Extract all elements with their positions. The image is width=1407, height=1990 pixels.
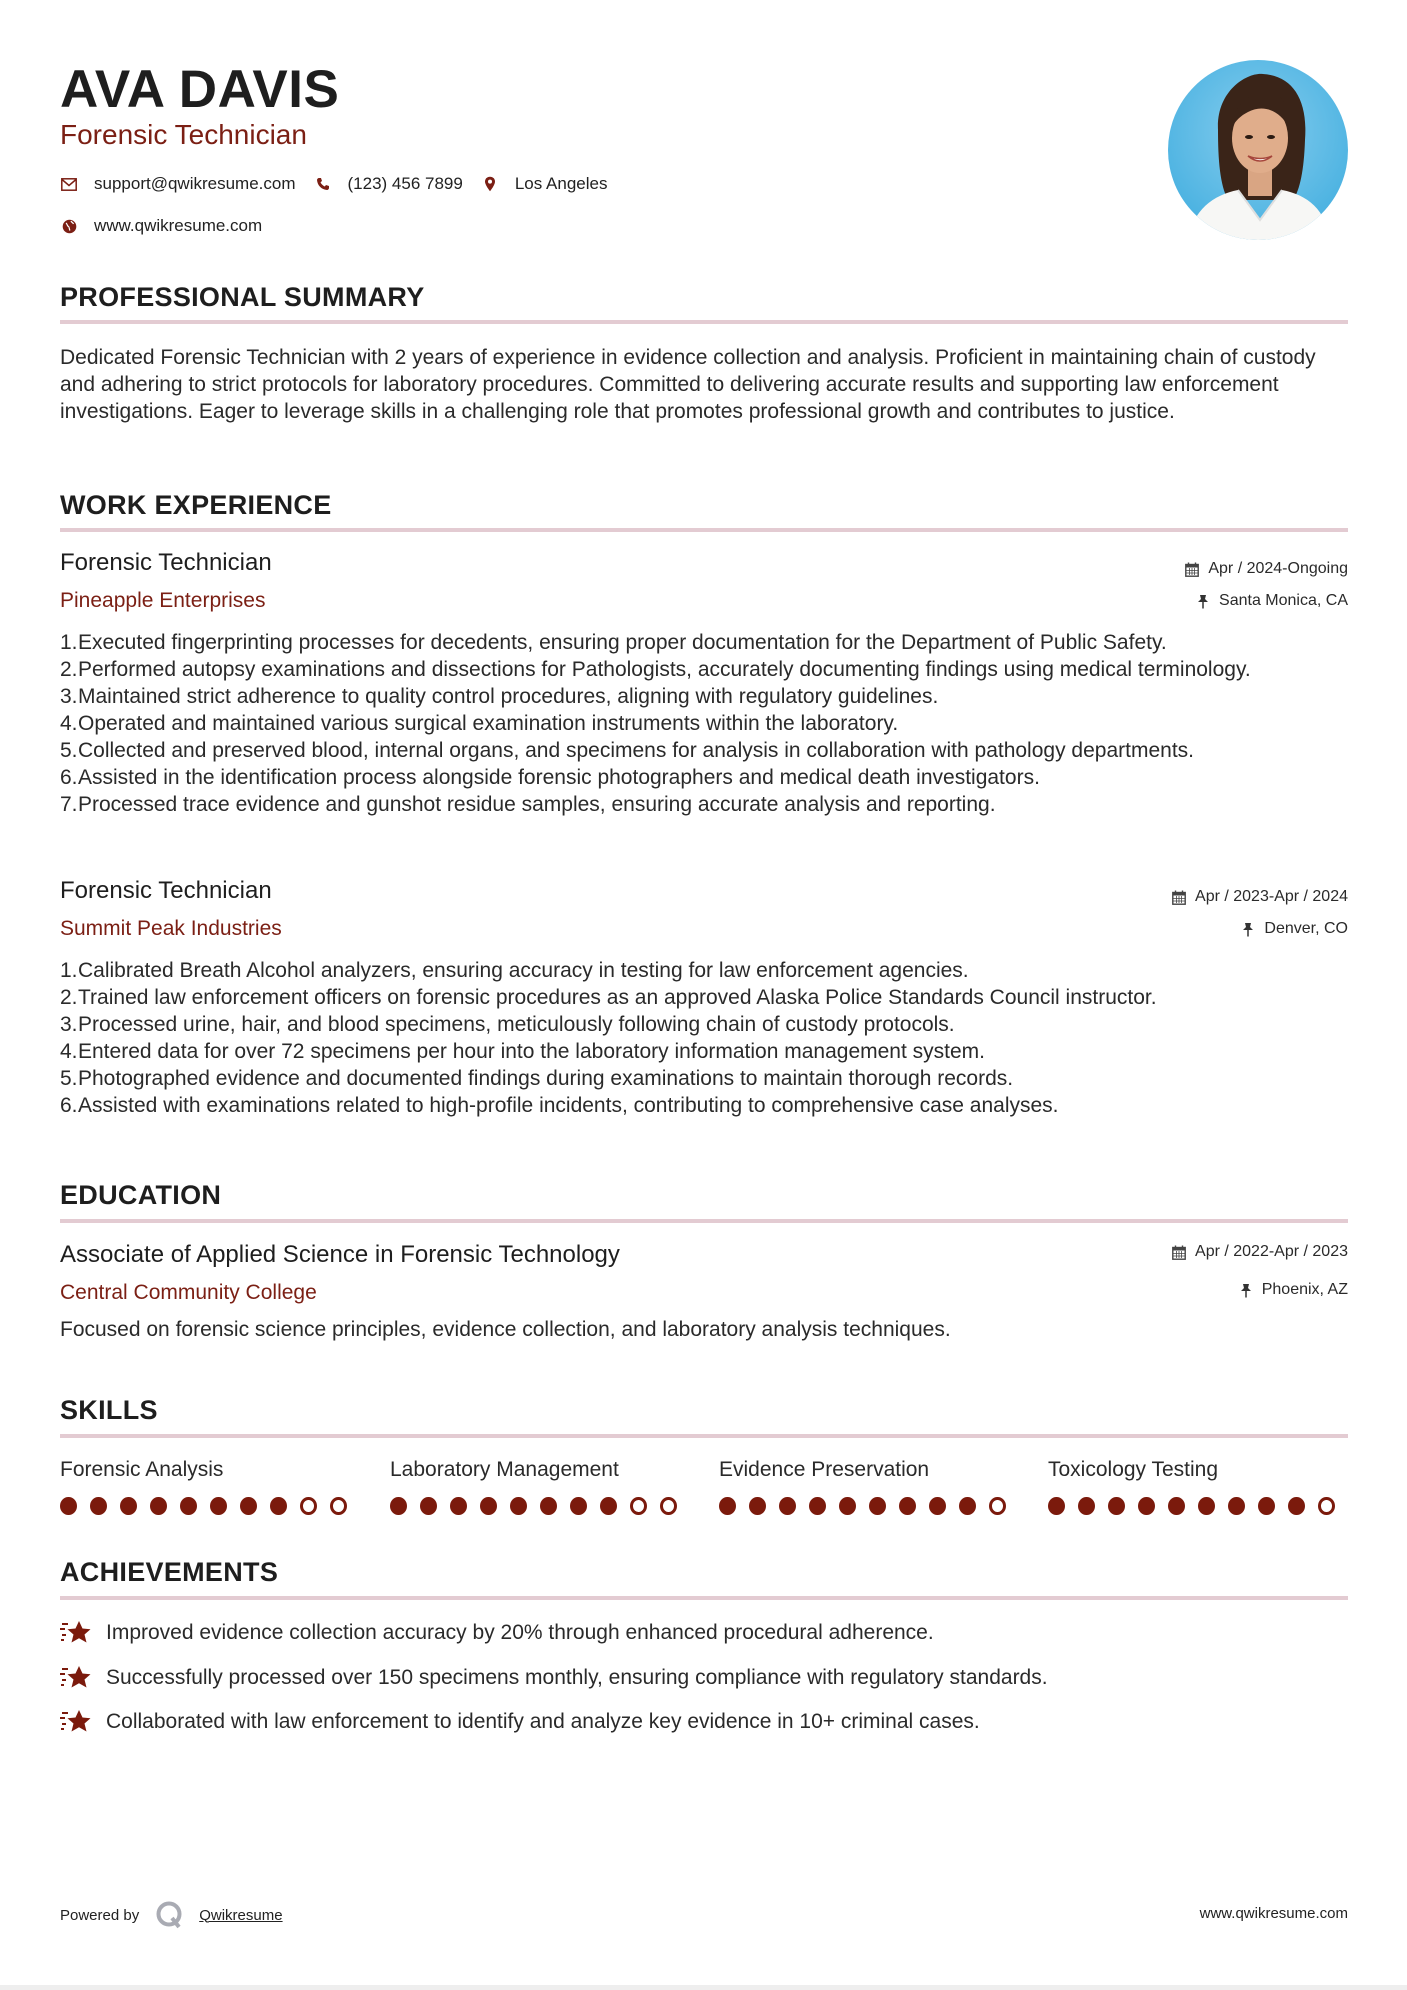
bullet-item: 3. Processed urine, hair, and blood specimens, meticulously following chain of custody protocols.: [60, 1013, 955, 1036]
skill-item: [719, 1457, 1019, 1515]
rating-dot-filled: [180, 1497, 197, 1515]
rating-dot-filled: [1228, 1497, 1245, 1515]
contact-email[interactable]: support@qwikresume.com: [94, 174, 296, 193]
rating-dot-filled: [540, 1497, 557, 1515]
rating-dot-filled: [1198, 1497, 1215, 1515]
rating-dot-filled: [120, 1497, 137, 1515]
rating-dot-filled: [809, 1497, 826, 1515]
bullet-item: 2. Performed autopsy examinations and dissections for Pathologists, accurately documenting findings using medical terminology.: [60, 658, 1251, 681]
rating-dot-filled: [749, 1497, 766, 1515]
job-location: [1240, 918, 1348, 940]
job-dates-text: Apr / 2023-Apr / 2024: [1195, 888, 1348, 905]
job-dates-text: Apr / 2024-Ongoing: [1208, 560, 1348, 577]
envelope-icon: [60, 175, 78, 193]
skill-label: Toxicology Testing: [1048, 1458, 1219, 1481]
skill-label: Evidence Preservation: [719, 1458, 930, 1481]
bullet-item: 4. Operated and maintained various surgical examination instruments within the laboratory.: [60, 712, 899, 735]
phone-icon: [314, 175, 332, 193]
section-heading-skills: SKILLS: [60, 1395, 158, 1425]
rating-dot-filled: [210, 1497, 227, 1515]
rating-dot-filled: [899, 1497, 916, 1515]
rating-dot-filled: [719, 1497, 736, 1515]
achievement-item: [60, 1707, 980, 1735]
section-heading-achievements: ACHIEVEMENTS: [60, 1557, 279, 1587]
rating-dot-filled: [570, 1497, 587, 1515]
rating-dot-filled: [150, 1497, 167, 1515]
rating-dot-empty: [1318, 1497, 1335, 1515]
rating-dot-filled: [450, 1497, 467, 1515]
rating-dot-empty: [330, 1497, 347, 1515]
rating-dot-filled: [929, 1497, 946, 1515]
job-bullets: [60, 957, 1360, 1119]
company-name: Summit Peak Industries: [60, 917, 282, 940]
contact-row-2: [60, 215, 282, 237]
bullet-item: 5. Photographed evidence and documented findings during examinations to maintain thorough records.: [60, 1067, 1014, 1090]
achievement-text: Collaborated with law enforcement to identify and analyze key evidence in 10+ criminal cases.: [106, 1709, 980, 1733]
rating-dot-filled: [839, 1497, 856, 1515]
bullet-item: 2. Trained law enforcement officers on forensic procedures as an approved Alaska Police Standards Council instructor.: [60, 986, 1157, 1009]
job-dates: [1184, 558, 1348, 580]
achievement-star-icon: [60, 1663, 92, 1691]
section-divider: [60, 1434, 1348, 1438]
bullet-item: 1. Calibrated Breath Alcohol analyzers, ensuring accuracy in testing for law enforcement agencies.: [60, 959, 969, 982]
pushpin-icon: [1195, 593, 1211, 609]
skill-item: [390, 1457, 690, 1515]
contact-location: Los Angeles: [514, 174, 608, 193]
powered-by-label: Powered by: [60, 1906, 140, 1924]
pushpin-icon: [1240, 921, 1256, 937]
rating-dot-filled: [1078, 1497, 1095, 1515]
bullet-item: 6. Assisted in the identification process alongside forensic photographers and medical death investigators.: [60, 766, 1040, 789]
achievement-text: Improved evidence collection accuracy by 20% through enhanced procedural adherence.: [106, 1620, 934, 1644]
rating-dot-filled: [1048, 1497, 1065, 1515]
education-description: Focused on forensic science principles, evidence collection, and laboratory analysis techniques.: [60, 1318, 951, 1341]
skill-label: Laboratory Management: [390, 1458, 619, 1481]
section-heading-education: EDUCATION: [60, 1180, 222, 1210]
rating-dot-filled: [60, 1497, 77, 1515]
school-name: Central Community College: [60, 1281, 317, 1304]
rating-dot-filled: [390, 1497, 407, 1515]
degree-title: Associate of Applied Science in Forensic Technology: [60, 1241, 620, 1268]
qwikresume-logo-icon: [155, 1900, 185, 1930]
footer-powered-by: [60, 1900, 283, 1930]
candidate-role: Forensic Technician: [60, 119, 307, 150]
skill-label: Forensic Analysis: [60, 1458, 224, 1481]
achievement-star-icon: [60, 1707, 92, 1735]
rating-dot-filled: [779, 1497, 796, 1515]
bullet-item: 5. Collected and preserved blood, internal organs, and specimens for analysis in collaboration with pathology departments.: [60, 739, 1194, 762]
rating-dot-filled: [869, 1497, 886, 1515]
achievement-text: Successfully processed over 150 specimens monthly, ensuring compliance with regulatory standards.: [106, 1665, 1048, 1689]
bullet-item: 4. Entered data for over 72 specimens per hour into the laboratory information management system.: [60, 1040, 985, 1063]
rating-dot-filled: [420, 1497, 437, 1515]
skill-rating: [390, 1497, 690, 1515]
skill-item: [1048, 1457, 1348, 1515]
rating-dot-filled: [270, 1497, 287, 1515]
skill-rating: [719, 1497, 1019, 1515]
bullet-item: 3. Maintained strict adherence to quality control procedures, aligning with regulatory guidelines.: [60, 685, 939, 708]
education-dates: [1171, 1241, 1348, 1263]
achievement-star-icon: [60, 1618, 92, 1646]
rating-dot-filled: [1138, 1497, 1155, 1515]
contact-website[interactable]: www.qwikresume.com: [94, 216, 263, 235]
rating-dot-filled: [1288, 1497, 1305, 1515]
bullet-item: 6. Assisted with examinations related to high-profile incidents, contributing to comprehensive case analyses.: [60, 1094, 1059, 1117]
rating-dot-filled: [600, 1497, 617, 1515]
profile-photo: [1168, 60, 1348, 240]
rating-dot-filled: [1108, 1497, 1125, 1515]
calendar-icon: [1184, 561, 1200, 577]
globe-icon: [60, 217, 78, 235]
summary-text: Dedicated Forensic Technician with 2 years of experience in evidence collection and analysis. Proficient in maintaining chain of custody and adhering to strict protocols for laboratory procedures. Committed to delivering accurate results and supporting law enforcement investigations. Eager to leverage skills in a challenging role that promotes professional growth and contributes to justice.: [60, 346, 1316, 423]
achievement-item: [60, 1618, 934, 1646]
contact-phone[interactable]: (123) 456 7899: [347, 174, 463, 193]
section-divider: [60, 1596, 1348, 1600]
rating-dot-empty: [300, 1497, 317, 1515]
footer-website[interactable]: www.qwikresume.com: [1199, 1905, 1348, 1922]
company-name: Pineapple Enterprises: [60, 589, 266, 612]
education-location: [1238, 1279, 1348, 1301]
section-heading-summary: PROFESSIONAL SUMMARY: [60, 282, 425, 312]
skill-item: [60, 1457, 360, 1515]
job-bullets: [60, 629, 1360, 818]
achievement-item: [60, 1663, 1048, 1691]
skill-rating: [1048, 1497, 1348, 1515]
section-divider: [60, 1219, 1348, 1223]
map-pin-icon: [481, 175, 499, 193]
job-location-text: Denver, CO: [1264, 920, 1348, 937]
calendar-icon: [1171, 889, 1187, 905]
candidate-name: AVA DAVIS: [60, 60, 340, 119]
education-dates-text: Apr / 2022-Apr / 2023: [1195, 1243, 1348, 1260]
rating-dot-filled: [510, 1497, 527, 1515]
rating-dot-filled: [1258, 1497, 1275, 1515]
pushpin-icon: [1238, 1282, 1254, 1298]
rating-dot-filled: [480, 1497, 497, 1515]
job-dates: [1171, 886, 1348, 908]
calendar-icon: [1171, 1244, 1187, 1260]
skill-rating: [60, 1497, 360, 1515]
job-location-text: Santa Monica, CA: [1219, 592, 1348, 609]
bullet-item: 1. Executed fingerprinting processes for decedents, ensuring proper documentation for the Department of Public Safety.: [60, 631, 1167, 654]
page-bottom-edge: [0, 1985, 1407, 1990]
contact-row-1: [60, 173, 627, 195]
section-heading-experience: WORK EXPERIENCE: [60, 490, 332, 520]
job-title: Forensic Technician: [60, 877, 272, 904]
bullet-item: 7. Processed trace evidence and gunshot residue samples, ensuring accurate analysis and reporting.: [60, 793, 996, 816]
qwikresume-link[interactable]: Qwikresume: [199, 1906, 283, 1924]
section-divider: [60, 320, 1348, 324]
rating-dot-filled: [1168, 1497, 1185, 1515]
education-location-text: Phoenix, AZ: [1261, 1281, 1348, 1298]
rating-dot-filled: [90, 1497, 107, 1515]
section-divider: [60, 528, 1348, 532]
rating-dot-empty: [630, 1497, 647, 1515]
job-location: [1195, 590, 1348, 612]
rating-dot-filled: [240, 1497, 257, 1515]
rating-dot-empty: [989, 1497, 1006, 1515]
rating-dot-filled: [959, 1497, 976, 1515]
job-title: Forensic Technician: [60, 549, 272, 576]
rating-dot-empty: [660, 1497, 677, 1515]
